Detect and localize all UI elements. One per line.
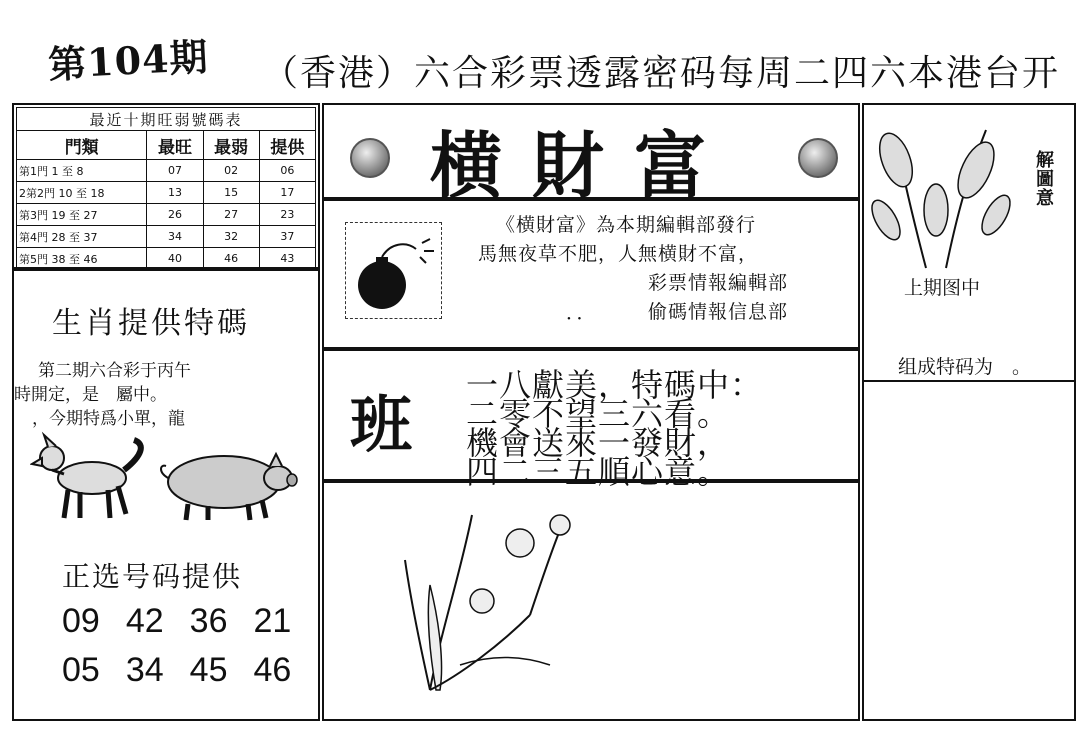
table-cell: 40 bbox=[147, 248, 203, 270]
table-cell: 15 bbox=[203, 182, 259, 204]
table-row bbox=[17, 204, 316, 226]
info-dept: 偷碼情報信息部 bbox=[648, 301, 789, 323]
selection-number: 45 bbox=[189, 651, 228, 689]
coin-icon bbox=[350, 138, 390, 178]
plant-icon bbox=[866, 120, 1016, 270]
selection-row-1 bbox=[62, 602, 291, 641]
bomb-icon bbox=[346, 223, 441, 318]
table-cell: 32 bbox=[203, 226, 259, 248]
orchid-icon bbox=[400, 505, 590, 700]
selection-row-2 bbox=[62, 651, 291, 690]
table-cell: 37 bbox=[259, 226, 315, 248]
intro-line: 馬無夜草不肥，人無横財不富， bbox=[478, 243, 759, 265]
hot-cold-table-box bbox=[12, 103, 320, 269]
table-cell: 第1門 1 至 8 bbox=[17, 160, 147, 182]
poem-line: 四二三五順心意。 bbox=[466, 453, 731, 491]
riddle-answer: 组成特码为 。 bbox=[898, 356, 1032, 378]
selection-number: 09 bbox=[62, 602, 100, 640]
pig-icon bbox=[156, 442, 298, 522]
zodiac-line: ，今期特爲小單，龍 bbox=[32, 409, 185, 429]
hot-cold-table bbox=[16, 107, 316, 270]
intro-line: 《横財富》為本期編輯部發行 bbox=[496, 214, 757, 236]
selection-number: 05 bbox=[62, 651, 100, 689]
coin-icon bbox=[798, 138, 838, 178]
table-cell: 第4門 28 至 37 bbox=[17, 226, 147, 248]
table-cell: 43 bbox=[259, 248, 315, 270]
editor-dept: 彩票情報編輯部 bbox=[648, 272, 789, 294]
selection-number: 34 bbox=[125, 651, 164, 689]
table-cell: 46 bbox=[203, 248, 259, 270]
table-header: 最弱 bbox=[203, 131, 259, 160]
riddle-label: 解圖意 bbox=[1033, 150, 1054, 207]
table-cell: 02 bbox=[203, 160, 259, 182]
table-cell: 2第2門 10 至 18 bbox=[17, 182, 147, 204]
poem-line: 二零不望三六看。 bbox=[466, 395, 731, 433]
table-cell: 26 bbox=[147, 204, 203, 226]
dots: ．． bbox=[566, 302, 597, 324]
selection-number: 36 bbox=[189, 602, 228, 640]
selection-number: 42 bbox=[125, 602, 164, 640]
table-header: 門類 bbox=[17, 131, 147, 160]
table-caption: 最近十期旺弱號碼表 bbox=[17, 108, 316, 131]
poem-line: 一八獻美，特碼中： bbox=[466, 366, 764, 404]
zodiac-line: 時開定，是 屬中。 bbox=[14, 385, 167, 405]
table-cell: 27 bbox=[203, 204, 259, 226]
poem-line: 機會送來一發財， bbox=[466, 424, 731, 462]
table-row bbox=[17, 182, 316, 204]
zodiac-line: 第二期六合彩于丙午 bbox=[38, 361, 191, 381]
riddle-caption: 上期图中 bbox=[904, 277, 981, 299]
issue-number: 第104期 bbox=[47, 33, 210, 88]
table-row bbox=[17, 248, 316, 270]
table-header: 提供 bbox=[259, 131, 315, 160]
main-title: 横財富 bbox=[430, 123, 737, 208]
table-row bbox=[17, 160, 316, 182]
table-cell: 13 bbox=[147, 182, 203, 204]
selection-number: 46 bbox=[253, 651, 292, 689]
table-cell: 第5門 38 至 46 bbox=[17, 248, 147, 270]
bomb-frame bbox=[345, 222, 442, 319]
zodiac-title: 生肖提供特碼 bbox=[52, 306, 250, 341]
table-cell: 06 bbox=[259, 160, 315, 182]
selection-number: 21 bbox=[253, 602, 292, 640]
table-cell: 17 bbox=[259, 182, 315, 204]
blank-answer-box bbox=[864, 380, 1074, 721]
table-cell: 第3門 19 至 27 bbox=[17, 204, 147, 226]
table-header: 最旺 bbox=[147, 131, 203, 160]
selection-title: 正选号码提供 bbox=[62, 560, 243, 593]
table-cell: 34 bbox=[147, 226, 203, 248]
ban-character: 班 bbox=[350, 388, 413, 461]
table-row bbox=[17, 226, 316, 248]
table-cell: 23 bbox=[259, 204, 315, 226]
table-cell: 07 bbox=[147, 160, 203, 182]
dog-icon bbox=[30, 430, 152, 522]
headline: （香港）六合彩票透露密码每周二四六本港台开 bbox=[262, 53, 1061, 94]
